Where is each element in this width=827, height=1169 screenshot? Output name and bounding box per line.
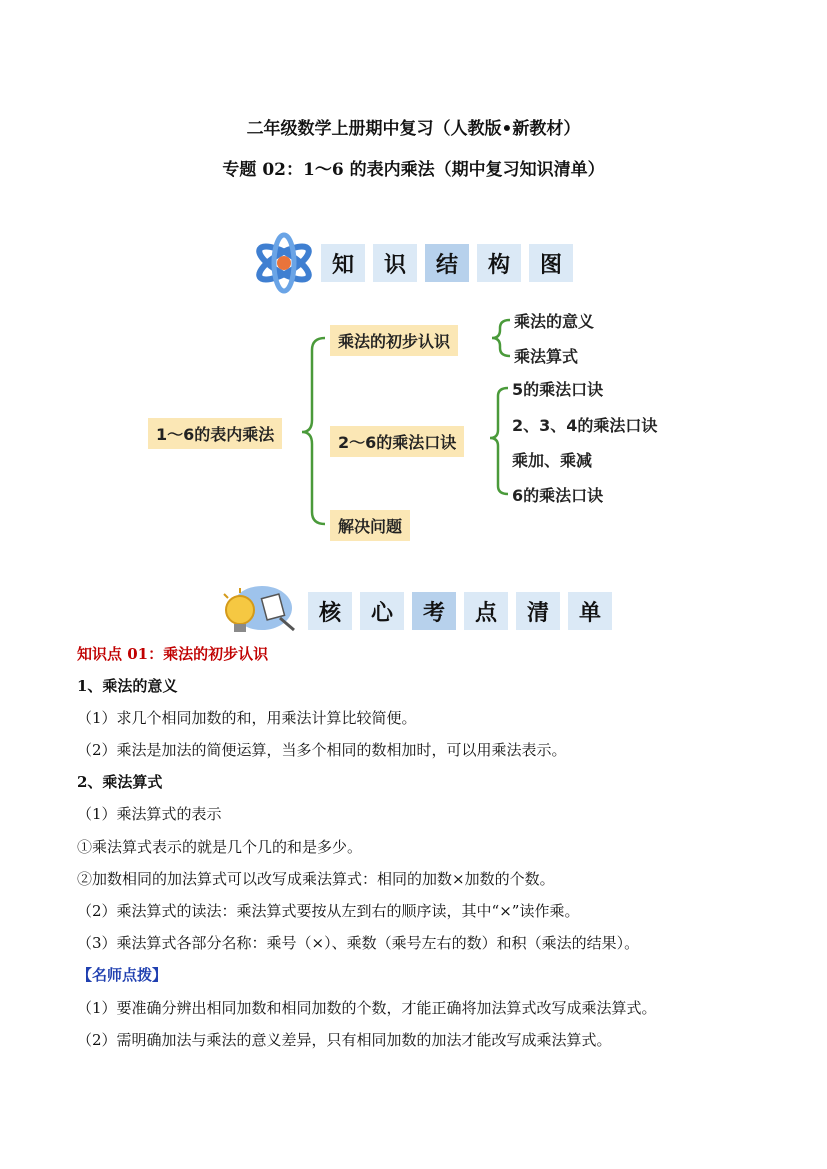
knowledge-structure-banner: [253, 232, 581, 294]
section-heading: 2、乘法算式: [77, 773, 163, 791]
page-title: 二年级数学上册期中复习（人教版•新教材）: [246, 119, 581, 139]
mindmap-branch: 乘法的初步认识: [330, 325, 458, 356]
list-item: （2）需明确加法与乘法的意义差异，只有相同加数的加法才能改写成乘法算式。: [77, 1031, 612, 1049]
list-item: （3）乘法算式各部分名称：乘号（×）、乘数（乘号左右的数）和积（乘法的结果）。: [77, 934, 640, 952]
mindmap-leaf: 2、3、4的乘法口诀: [512, 416, 658, 435]
mindmap-branch: 解决问题: [330, 510, 410, 541]
mindmap-leaf: 乘法算式: [514, 347, 579, 366]
tips-heading: 【名师点拨】: [77, 966, 168, 984]
knowledge-point-title: 知识点 01：乘法的初步认识: [77, 645, 269, 663]
list-item: ①乘法算式表示的就是几个几的和是多少。: [77, 838, 363, 856]
banner-char: 识: [373, 244, 417, 282]
list-item: （1）求几个相同加数的和，用乘法计算比较简便。: [77, 709, 417, 727]
list-item: （2）乘法是加法的简便运算，当多个相同的数相加时，可以用乘法表示。: [77, 741, 567, 759]
list-item: （1）要准确分辨出相同加数和相同加数的个数，才能正确将加法算式改写成乘法算式。: [77, 999, 657, 1017]
mindmap-leaf: 6的乘法口诀: [512, 486, 604, 505]
banner-char: 结: [425, 244, 469, 282]
banner-char: 知: [321, 244, 365, 282]
banner-char: 考: [412, 592, 456, 630]
banner-char: 点: [464, 592, 508, 630]
mindmap-root: 1～6的表内乘法: [148, 418, 282, 449]
banner-char: 核: [308, 592, 352, 630]
banner-char: 图: [529, 244, 573, 282]
list-item: （1）乘法算式的表示: [77, 805, 222, 823]
banner-char: 心: [360, 592, 404, 630]
page-subtitle: 专题 02：1～6 的表内乘法（期中复习知识清单）: [222, 160, 605, 180]
list-item: （2）乘法算式的读法：乘法算式要按从左到右的顺序读，其中“×”读作乘。: [77, 902, 580, 920]
atom-icon: [253, 232, 315, 294]
list-item: ②加数相同的加法算式可以改写成乘法算式：相同的加数×加数的个数。: [77, 870, 555, 888]
mindmap-leaf: 5的乘法口诀: [512, 380, 604, 399]
mindmap-branch: 2～6的乘法口诀: [330, 426, 464, 457]
banner-char: 单: [568, 592, 612, 630]
banner-char: 清: [516, 592, 560, 630]
banner-char: 构: [477, 244, 521, 282]
mindmap-leaf: 乘法的意义: [514, 312, 595, 331]
core-points-banner: [218, 584, 620, 638]
mindmap-leaf: 乘加、乘减: [512, 451, 593, 470]
section-heading: 1、乘法的意义: [77, 677, 178, 695]
lightbulb-icon: [218, 584, 302, 638]
